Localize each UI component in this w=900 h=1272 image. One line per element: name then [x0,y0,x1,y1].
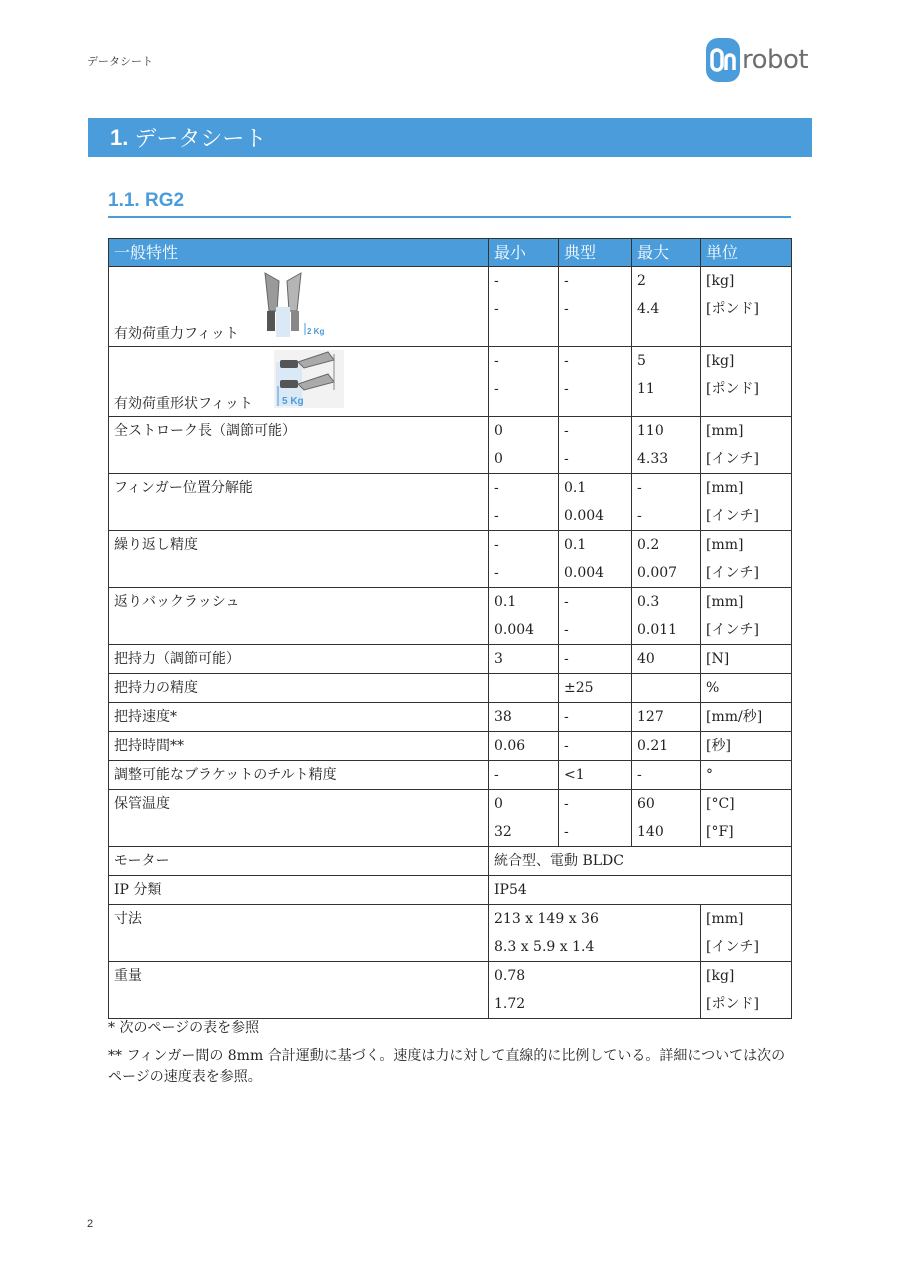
cell-max: 40 [632,645,701,674]
cell-unit: [°F] [706,824,734,840]
cell-max: 110 [637,423,664,439]
table-row [109,474,792,531]
row-label: 繰り返し精度 [109,531,489,588]
table-row [109,847,792,876]
cell-typ: - [564,353,569,369]
cell-min: 32 [494,824,512,840]
table-row [109,761,792,790]
cell-typ: - [559,732,632,761]
cell-unit: [kg] [706,273,735,289]
column-header: 単位 [701,239,792,267]
table-row [109,531,792,588]
cell-typ: - [564,451,569,467]
cell-typ: - [564,824,569,840]
cell-unit: [ポンド] [706,996,759,1012]
cell-min: 0.1 [494,594,517,610]
cell-unit: [インチ] [706,508,759,524]
cell-unit: % [701,674,792,703]
cell-unit: [mm] [706,480,744,496]
cell-typ: 0.1 [564,480,587,496]
cell-max: 5 [637,353,646,369]
cell-unit: [インチ] [706,451,759,467]
cell-typ: 0.004 [564,565,605,581]
row-label: フィンガー位置分解能 [109,474,489,531]
cell-min: - [494,301,499,317]
page-number: 2 [87,1218,94,1230]
cell-max [632,674,701,703]
cell-unit: [インチ] [706,622,759,638]
cell-unit: [N] [701,645,792,674]
cell-typ: - [564,381,569,397]
column-header: 一般特性 [109,239,489,267]
cell-max: 11 [637,381,655,397]
cell-min: - [489,761,559,790]
cell-unit: [インチ] [706,565,759,581]
cell-min [489,674,559,703]
cell-value: IP54 [489,876,792,905]
cell-value: 8.3 x 5.9 x 1.4 [494,939,595,955]
cell-typ: 0.1 [564,537,587,553]
cell-typ: - [559,703,632,732]
row-label-cell [109,267,489,347]
column-header: 典型 [559,239,632,267]
row-label: 保管温度 [109,790,489,847]
row-label: 返りバックラッシュ [109,588,489,645]
cell-max: 2 [637,273,646,289]
row-label: IP 分類 [109,876,489,905]
cell-max: 0.21 [632,732,701,761]
cell-min: 3 [489,645,559,674]
running-header: データシート [87,55,153,68]
cell-unit: [mm] [706,911,744,927]
table-row [109,905,792,962]
row-label: モーター [109,847,489,876]
table-row [109,417,792,474]
cell-unit: ° [701,761,792,790]
cell-max: 4.33 [637,451,669,467]
cell-max: - [637,480,642,496]
table-row [109,703,792,732]
cell-max: - [637,508,642,524]
table-row [109,876,792,905]
force-fit-weight-label: 2 Kg [307,327,325,336]
cell-typ: - [564,796,569,812]
row-label: 把持力の精度 [109,674,489,703]
table-row [109,645,792,674]
column-header: 最大 [632,239,701,267]
form-fit-weight-label: 5 Kg [282,396,304,407]
cell-unit: [mm/秒] [701,703,792,732]
cell-unit: [kg] [706,353,735,369]
cell-typ: - [564,622,569,638]
row-label: 重量 [109,962,489,1019]
form-fit-gripper-icon [274,350,344,408]
table-row [109,790,792,847]
table-row [109,347,792,417]
row-label: 有効荷重形状フィット [114,396,253,412]
onrobot-logo [706,38,808,82]
cell-unit: [ポンド] [706,381,759,397]
cell-max: 4.4 [637,301,660,317]
table-row [109,267,792,347]
cell-typ: ±25 [559,674,632,703]
cell-unit: [秒] [701,732,792,761]
cell-typ: <1 [559,761,632,790]
cell-value: 213 x 149 x 36 [494,911,599,927]
row-label: 把持時間** [109,732,489,761]
cell-max: 0.2 [637,537,660,553]
cell-min: - [494,537,499,553]
row-label: 調整可能なブラケットのチルト精度 [109,761,489,790]
cell-typ: - [559,645,632,674]
cell-max: 127 [632,703,701,732]
cell-min: 38 [489,703,559,732]
cell-typ: - [564,301,569,317]
cell-min: - [494,480,499,496]
table-row [109,732,792,761]
cell-min: - [494,381,499,397]
cell-unit: [°C] [706,796,735,812]
cell-min: - [494,353,499,369]
footnote: * 次のページの表を参照 [108,1020,260,1036]
spec-table [108,238,792,1019]
logo-on-badge-icon [706,38,740,82]
row-label: 寸法 [109,905,489,962]
cell-unit: [mm] [706,594,744,610]
cell-typ: - [564,423,569,439]
cell-min: 0.004 [494,622,535,638]
table-row [109,588,792,645]
cell-max: 60 [637,796,655,812]
row-label: 把持力（調節可能） [109,645,489,674]
cell-min: 0 [494,796,503,812]
cell-unit: [mm] [706,423,744,439]
row-label: 把持速度* [109,703,489,732]
cell-max: 0.011 [637,622,678,638]
row-label: 全ストローク長（調節可能） [109,417,489,474]
table-header-row [109,239,792,267]
cell-unit: [ポンド] [706,301,759,317]
cell-min: 0.06 [489,732,559,761]
chapter-title: データシート [134,127,267,152]
cell-min: - [494,273,499,289]
cell-min: - [494,508,499,524]
cell-max: 140 [637,824,664,840]
cell-value: 統合型、電動 BLDC [489,847,792,876]
cell-unit: [インチ] [706,939,759,955]
force-fit-gripper-icon [255,271,325,339]
cell-typ: - [564,594,569,610]
chapter-number: 1. [110,124,129,150]
cell-min: 0 [494,451,503,467]
cell-max: 0.007 [637,565,678,581]
column-header: 最小 [489,239,559,267]
cell-typ: - [564,273,569,289]
cell-max: 0.3 [637,594,660,610]
table-row [109,674,792,703]
footnote: ** フィンガー間の 8mm 合計運動に基づく。速度は力に対して直線的に比例している。詳細については次のページの速度表を参照。 [108,1048,786,1085]
cell-min: 0 [494,423,503,439]
row-label: 有効荷重力フィット [114,326,239,342]
cell-unit: [kg] [706,968,735,984]
row-label-cell [109,347,489,417]
cell-max: - [632,761,701,790]
cell-typ: 0.004 [564,508,605,524]
logo-text: robot [742,45,809,75]
table-row [109,962,792,1019]
cell-value: 0.78 [494,968,526,984]
section-title: 1.1. RG2 [108,190,791,218]
cell-value: 1.72 [494,996,526,1012]
cell-unit: [mm] [706,537,744,553]
chapter-heading [88,118,812,157]
cell-min: - [494,565,499,581]
